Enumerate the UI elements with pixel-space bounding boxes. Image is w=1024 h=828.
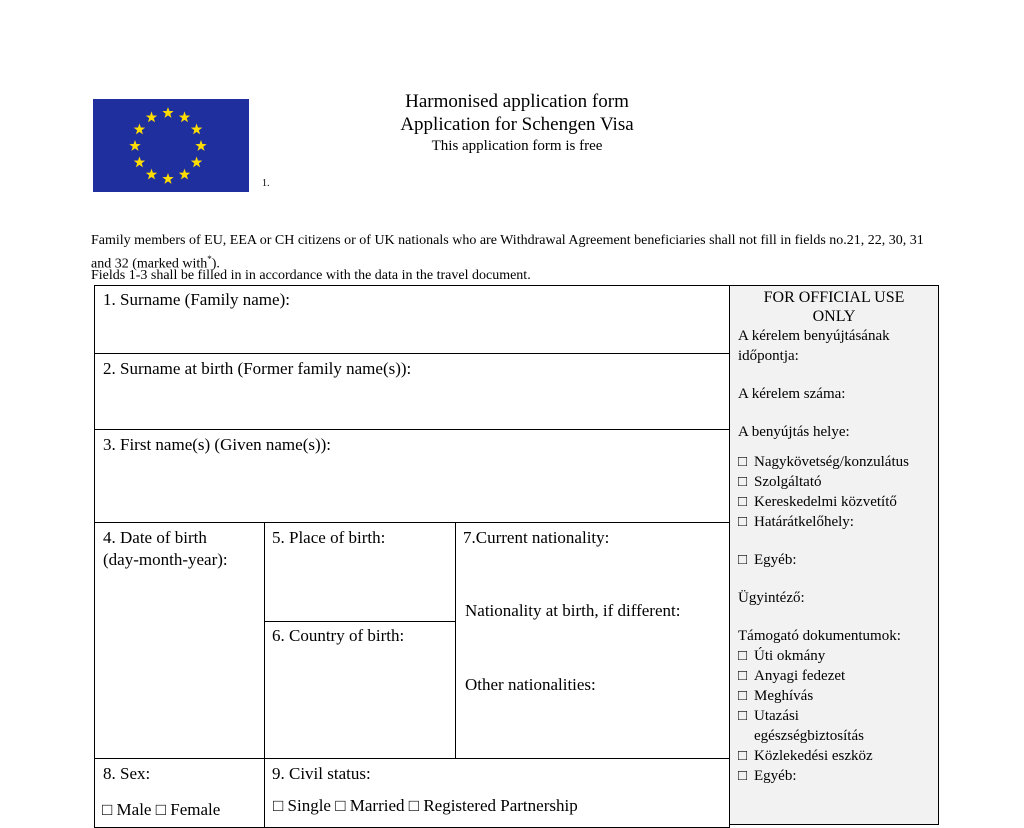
submission-other-checkbox[interactable]: □ Egyéb: [738,552,797,568]
civil-married-checkbox[interactable]: □ Married [335,796,405,815]
civil-registered-partnership-checkbox[interactable]: □ Registered Partnership [408,796,578,815]
other-nationalities-label: Other nationalities: [465,675,596,694]
official-use-title: FOR OFFICIAL USE [763,289,905,306]
dob-format-label: (day-month-year): [103,550,228,569]
application-date-label-cont: időpontja: [738,348,799,364]
footnote-marker: 1. [262,178,270,189]
place-of-birth-field[interactable] [264,522,456,622]
date-of-birth-field[interactable] [94,522,265,759]
dob-label: 4. Date of birth [103,528,207,547]
surname-label: 1. Surname (Family name): [103,290,290,309]
doc-financial-means-checkbox[interactable]: □ Anyagi fedezet [738,668,846,684]
form-title: Harmonised application form [405,91,629,112]
eu-flag-logo [93,99,249,192]
doc-other-checkbox[interactable]: □ Egyéb: [738,768,797,784]
place-of-birth-label: 5. Place of birth: [272,528,386,547]
country-of-birth-field[interactable] [264,621,456,759]
doc-transport-checkbox[interactable]: □ Közlekedési eszköz [738,748,873,764]
nationality-at-birth-label: Nationality at birth, if different: [465,601,681,620]
sex-female-checkbox[interactable]: □ Female [155,800,221,819]
doc-travel-insurance-checkbox[interactable]: □ Utazási [738,708,799,724]
nationality-field[interactable] [455,522,730,759]
doc-travel-document-checkbox[interactable]: □ Úti okmány [738,648,826,664]
family-members-notice: Family members of EU, EEA or CH citizens or of UK nationals who are Withdrawal Agreement beneficiaries shall not fill in fields no.21, 22, 30, 31 and 32 (marked with*). [91,233,924,272]
supporting-documents-label: Támogató dokumentumok: [738,628,901,644]
civil-status-label: 9. Civil status: [272,764,371,783]
current-nationality-label: 7.Current nationality: [463,528,610,547]
place-of-submission-label: A benyújtás helye: [738,424,850,440]
sex-options [102,799,220,821]
first-names-label: 3. First name(s) (Given name(s)): [103,435,332,454]
first-names-field[interactable] [94,429,730,523]
submission-intermediary-checkbox[interactable]: □ Kereskedelmi közvetítő [738,494,897,510]
doc-invitation-checkbox[interactable]: □ Meghívás [738,688,814,704]
surname-field[interactable] [94,285,730,354]
application-number-label: A kérelem száma: [738,386,846,402]
doc-travel-insurance-cont: egészségbiztosítás [754,728,864,744]
civil-status-options [273,795,578,817]
surname-at-birth-label: 2. Surname at birth (Former family name(s)): [103,359,412,378]
official-use-panel [729,285,939,825]
form-subtitle: This application form is free [431,138,603,154]
sex-male-checkbox[interactable]: □ Male [102,800,152,819]
civil-status-field [264,758,730,828]
surname-at-birth-field[interactable] [94,353,730,430]
civil-single-checkbox[interactable]: □ Single [273,796,331,815]
case-officer-label: Ügyintéző: [738,590,805,606]
sex-label: 8. Sex: [103,764,151,783]
country-of-birth-label: 6. Country of birth: [272,626,405,645]
form-header [300,90,734,156]
official-use-title-only: ONLY [812,308,856,325]
application-date-label: A kérelem benyújtásának [738,328,890,344]
submission-embassy-checkbox[interactable]: □ Nagykövetség/konzulátus [738,454,909,470]
fields-note: Fields 1-3 shall be filled in in accordance with the data in the travel document. [91,268,531,283]
submission-border-checkbox[interactable]: □ Határátkelőhely: [738,514,854,530]
submission-provider-checkbox[interactable]: □ Szolgáltató [738,474,822,490]
form-title-visa: Application for Schengen Visa [400,114,634,135]
